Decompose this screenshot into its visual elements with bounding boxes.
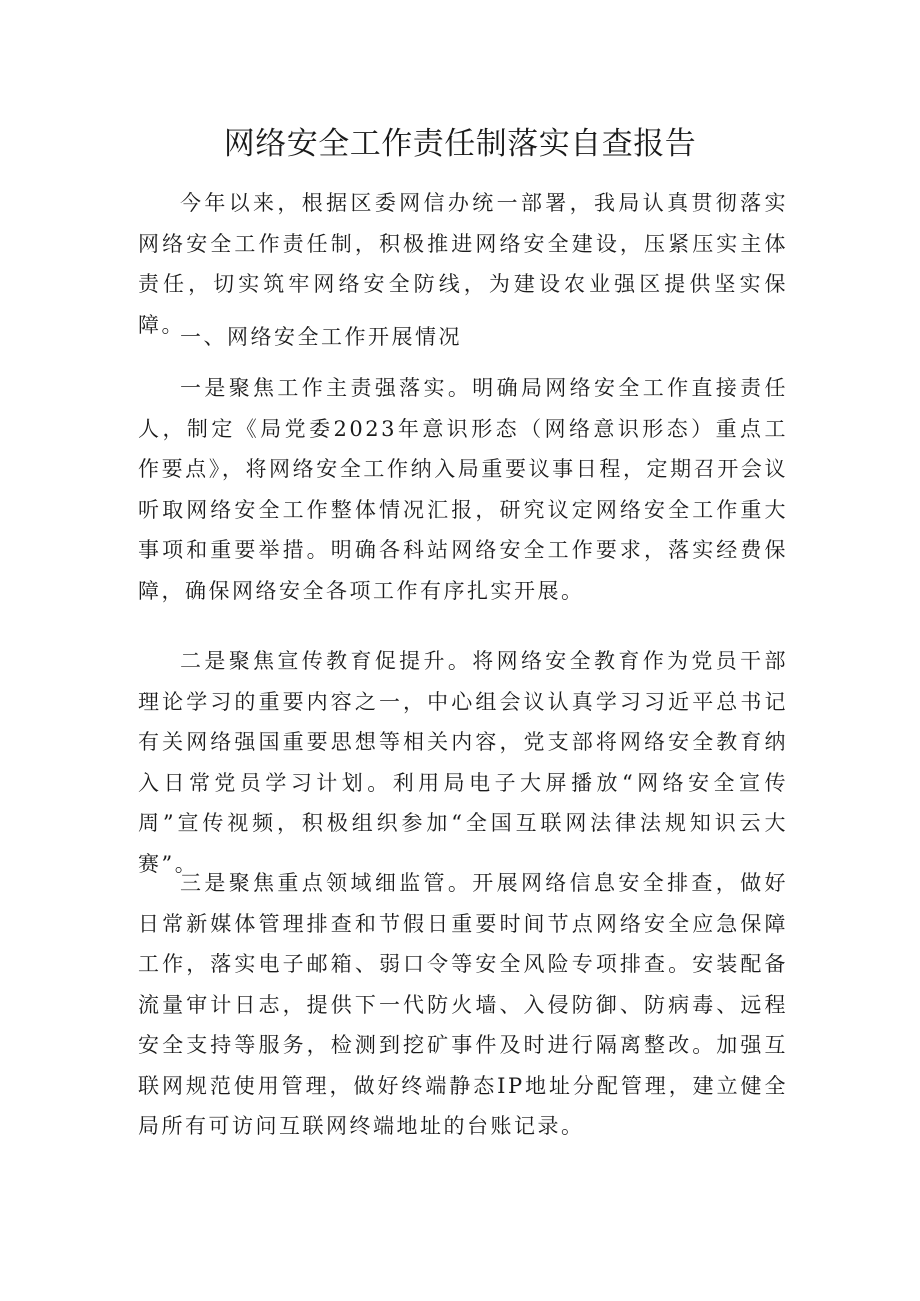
paragraph-item-1: 一是聚焦工作主责强落实。明确局网络安全工作直接责任人，制定《局党委2023年意识形态（网络意识形态）重点工作要点》，将网络安全工作纳入局重要议事日程，定期召开会议听取网络安全工作整体情况汇报，研究议定网络安全工作重大事项和重要举措。明确各科站网络安全工作要求，落实经费保障，确保网络安全各项工作有序扎实开展。 xyxy=(138,376,788,603)
paragraph-item-2: 二是聚焦宣传教育促提升。将网络安全教育作为党员干部理论学习的重要内容之一，中心组会议认真学习习近平总书记有关网络强国重要思想等相关内容，党支部将网络安全教育纳入日常党员学习计划。利用局电子大屏播放“网络安全宣传周”宣传视频，积极组织参加“全国互联网法律法规知识云大赛”。 xyxy=(138,649,788,876)
paragraph-item-3: 三是聚焦重点领域细监管。开展网络信息安全排查，做好日常新媒体管理排查和节假日重要时间节点网络安全应急保障工作，落实电子邮箱、弱口令等安全风险专项排查。安装配备流量审计日志，提供下一代防火墙、入侵防御、防病毒、远程安全支持等服务，检测到挖矿事件及时进行隔离整改。加强互联网规范使用管理，做好终端静态IP地址分配管理，建立健全局所有可访问互联网终端地址的台账记录。 xyxy=(138,871,788,1138)
document-title: 网络安全工作责任制落实自查报告 xyxy=(223,126,697,162)
section-heading: 一、网络安全工作开展情况 xyxy=(180,325,462,349)
intro-paragraph: 今年以来，根据区委网信办统一部署，我局认真贯彻落实网络安全工作责任制，积极推进网络安全建设，压紧压实主体责任，切实筑牢网络安全防线，为建设农业强区提供坚实保障。 xyxy=(138,191,788,337)
